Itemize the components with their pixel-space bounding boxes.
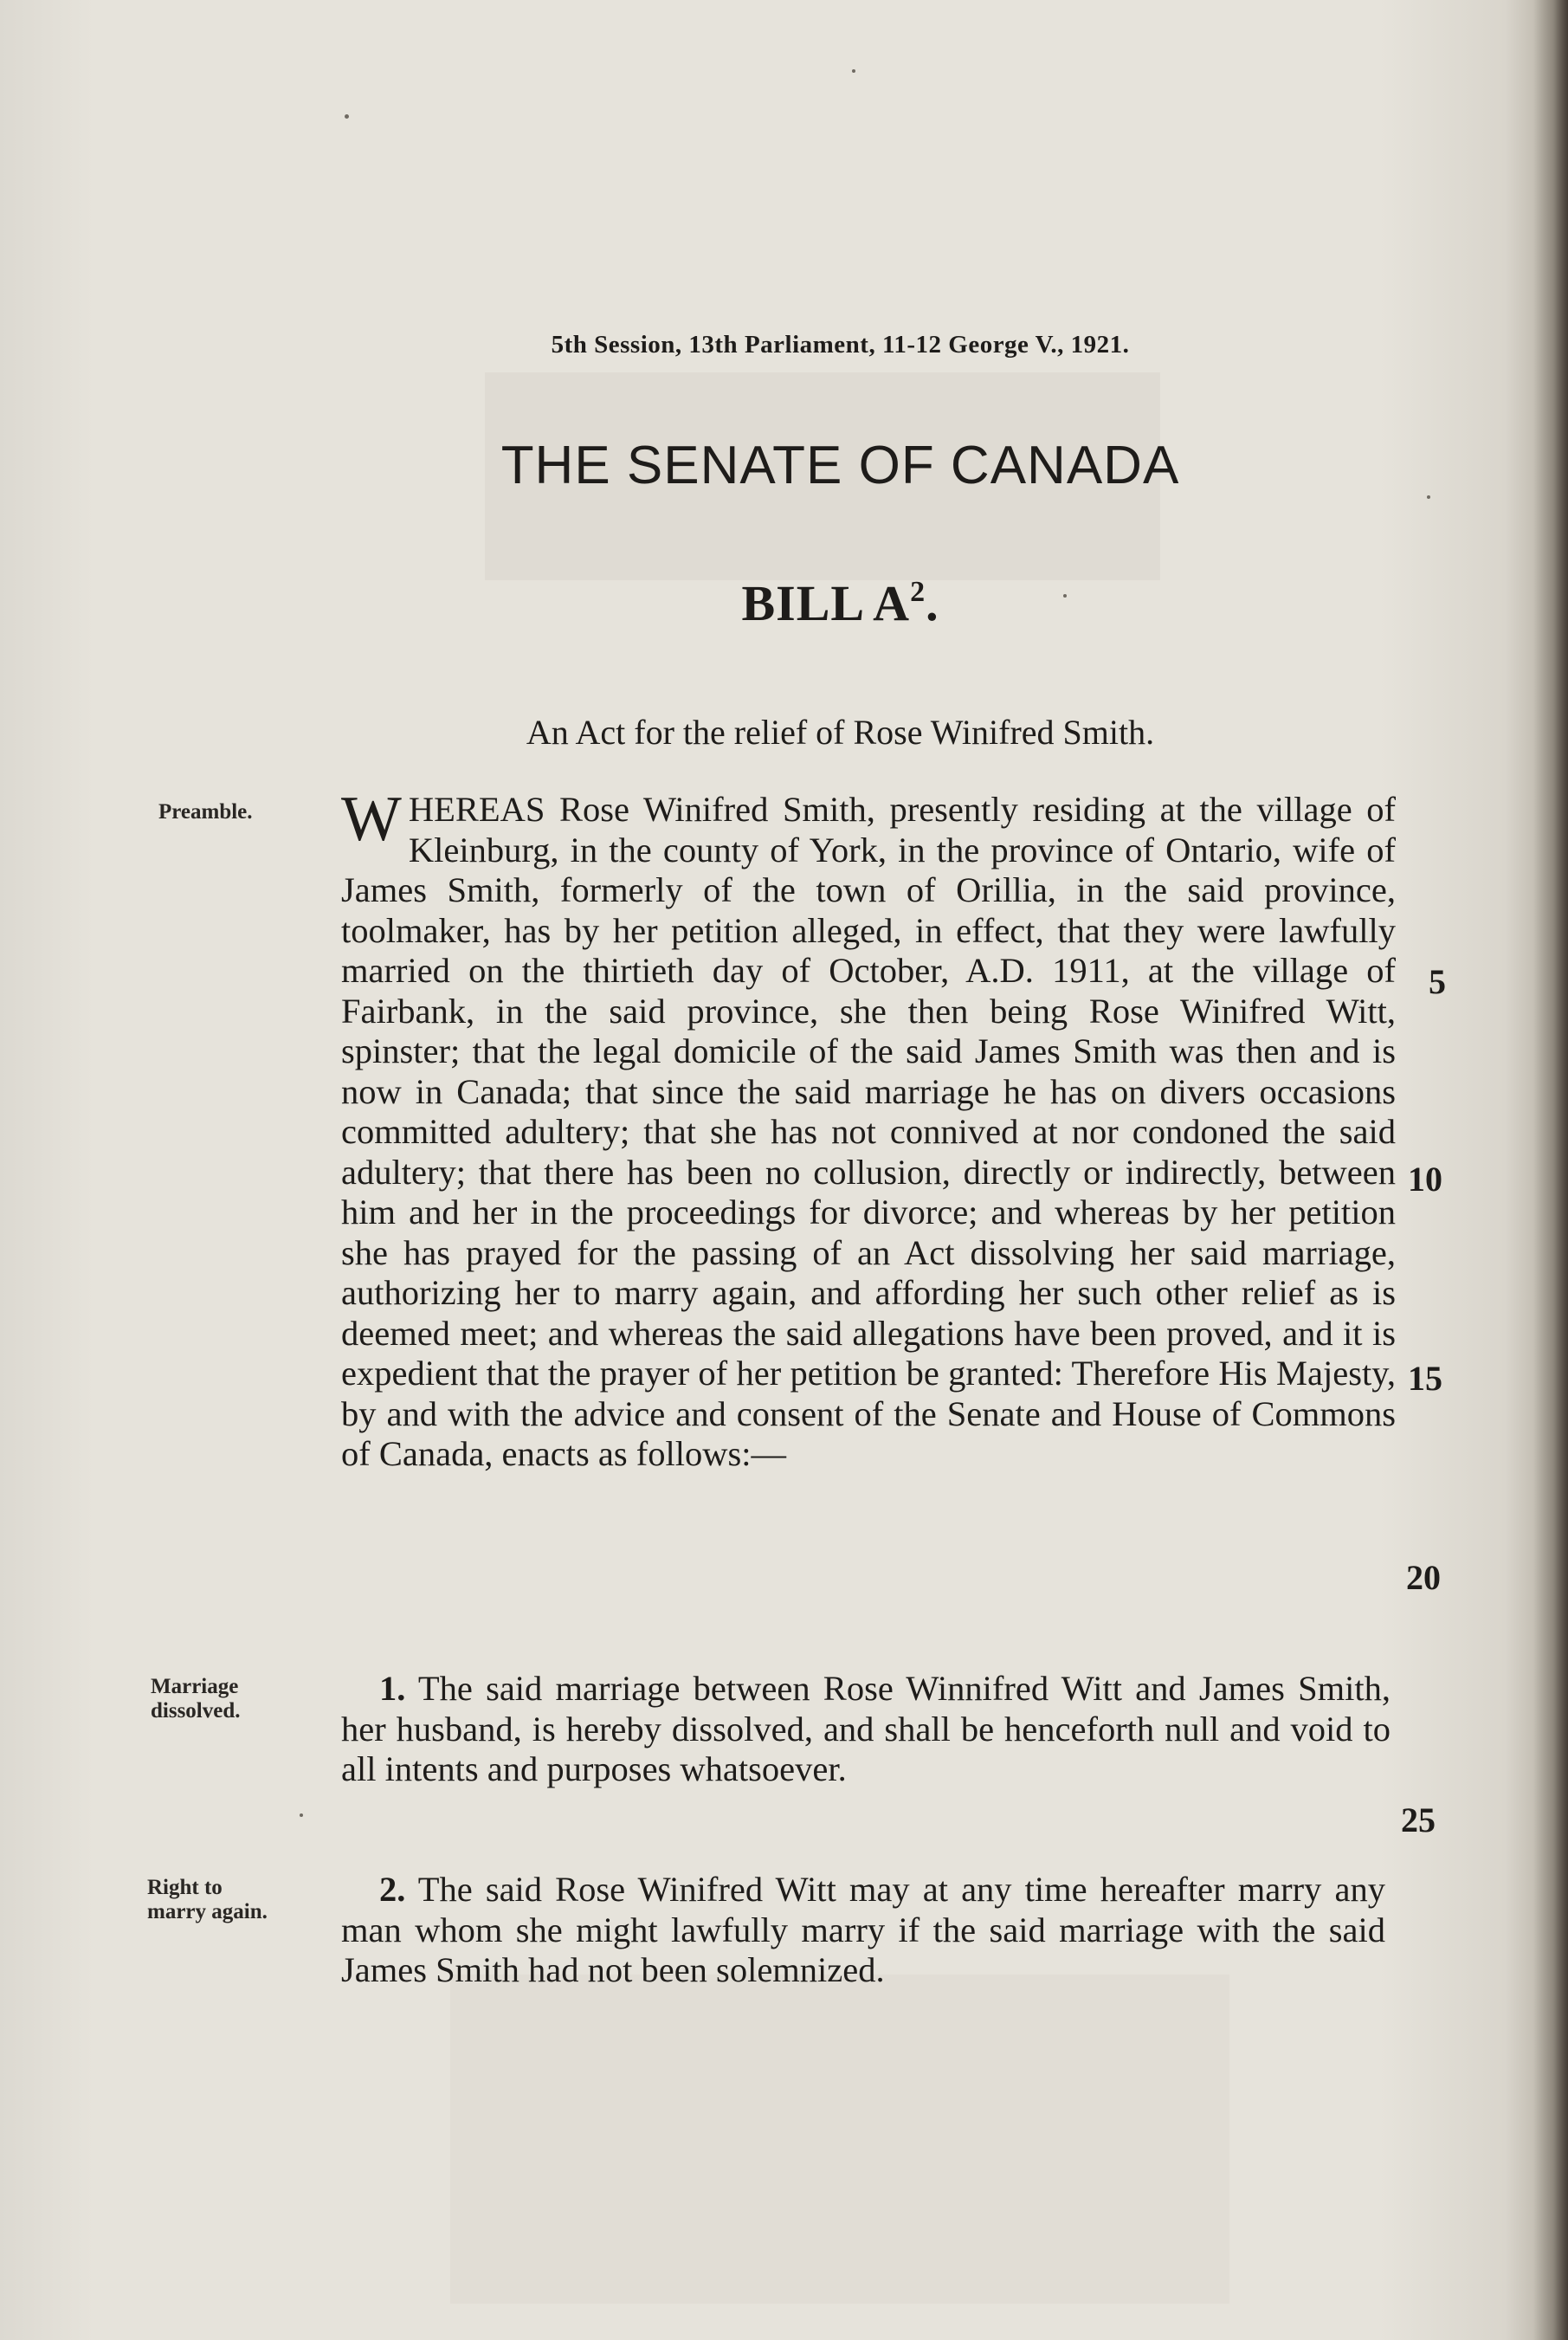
section-number: 1. <box>379 1669 406 1708</box>
bill-superscript: 2 <box>910 576 926 608</box>
paper-speck <box>852 69 855 73</box>
section-number: 2. <box>379 1870 406 1909</box>
section-1-paragraph <box>341 1669 1391 1790</box>
act-title: An Act for the relief of Rose Winifred Smith. <box>526 713 1155 752</box>
bill-number <box>0 574 1568 632</box>
margin-note-preamble: Preamble. <box>158 800 253 824</box>
bill-period: . <box>926 575 939 631</box>
margin-note-section-2 <box>147 1876 268 1924</box>
preamble-paragraph <box>341 784 1396 1475</box>
institution-title: THE SENATE OF CANADA <box>500 436 1180 495</box>
line-number: 15 <box>1408 1359 1442 1398</box>
margin-note-line: dissolved. <box>151 1699 241 1723</box>
bill-label: BILL A <box>741 575 911 631</box>
preamble-text: HEREAS Rose Winifred Smith, presently residing at the village of Kleinburg, in the county of York, in the province of Ontario, wife of James Smith, formerly of the town of Orillia, in the said province, toolmaker, has by her petition alleged, in effect, that they were lawfully married on the thirtieth day of October, A.D. 1911, at the village of Fairbank, in the said province, she then being Rose Winifred Witt, spinster; that the legal domicile of the said James Smith was then and is now in Canada; that since the said marriage he has on divers occasions committed adultery; that she has not connived at nor condoned the said adultery; that there has been no collusion, directly or indirectly, between him and her in the proceedings for divorce; and whereas by her petition she has prayed for the passing of an Act dissolving her said marriage, authorizing her to marry again, and affording her such other relief as is deemed meet; and whereas the said allegations have been proved, and it is expedient that the prayer of her petition be granted: Therefore His Majesty, by and with the advice and consent of the Senate and House of Commons of Canada, enacts as follows:— <box>341 790 1396 1473</box>
line-number: 10 <box>1408 1160 1442 1199</box>
line-number: 20 <box>1406 1558 1441 1597</box>
margin-note-line: Right to <box>147 1876 223 1899</box>
line-number: 25 <box>1401 1800 1436 1839</box>
paper-speck <box>1427 495 1430 499</box>
margin-note-line: marry again. <box>147 1900 268 1923</box>
dropcap-letter: W <box>341 784 402 855</box>
section-text: The said Rose Winifred Witt may at any time hereafter marry any man whom she might lawfully marry if the said marriage with the said James Smith had not been solemnized. <box>341 1870 1385 1989</box>
paper-speck <box>300 1813 303 1817</box>
section-2-paragraph <box>341 1870 1385 1991</box>
section-text: The said marriage between Rose Winnifred Witt and James Smith, her husband, is hereby dissolved, and shall be henceforth null and void to all intents and purposes whatsoever. <box>341 1669 1391 1788</box>
margin-note-line: Marriage <box>151 1675 239 1698</box>
margin-note-section-1 <box>151 1675 241 1723</box>
paper-speck <box>345 114 349 119</box>
paper-speck <box>1063 594 1067 598</box>
bleed-through-shadow <box>450 1975 1229 2304</box>
line-number: 5 <box>1429 962 1446 1001</box>
session-header: 5th Session, 13th Parliament, 11-12 George V., 1921. <box>551 331 1130 359</box>
